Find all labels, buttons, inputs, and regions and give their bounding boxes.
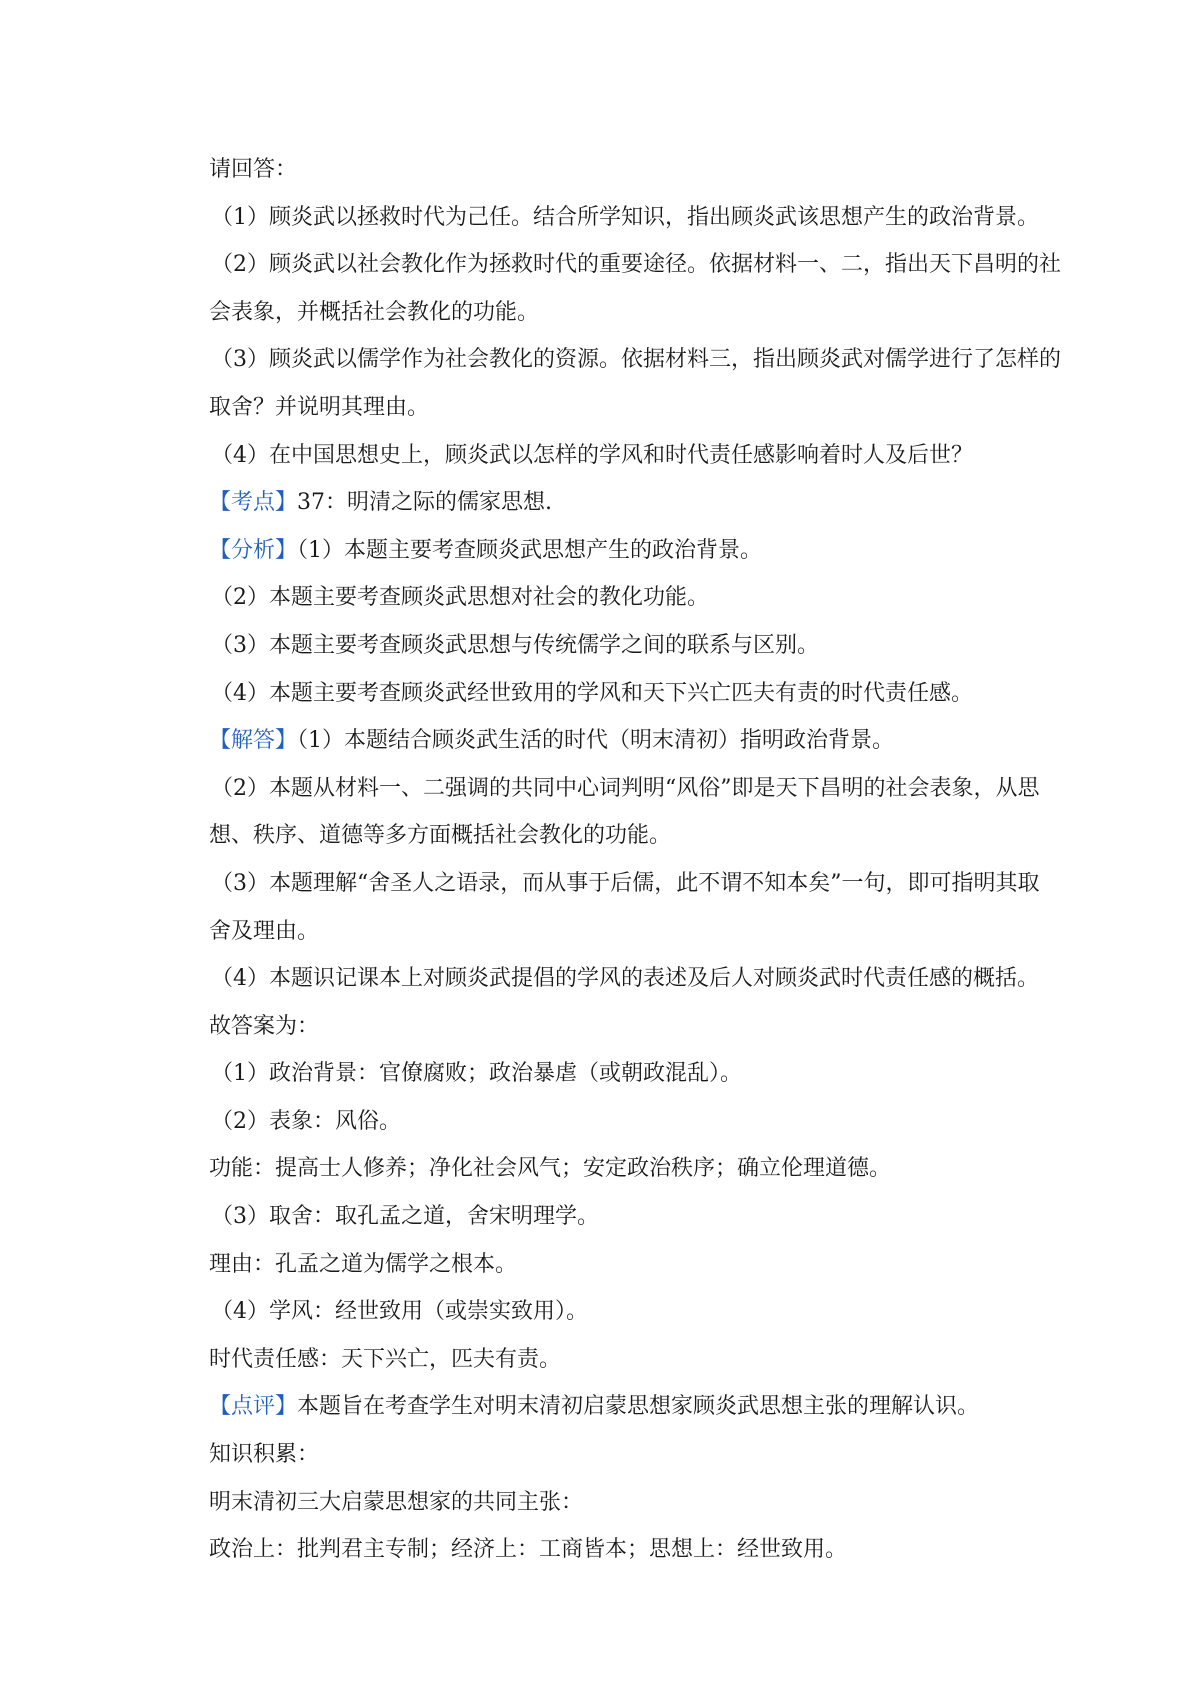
line-text: 会表象，并概括社会教化的功能。: [209, 299, 540, 325]
text-line: [209, 1530, 1029, 1578]
line-text: （2）表象：风俗。: [211, 1108, 401, 1134]
line-text: （4）在中国思想史上，顾炎武以怎样的学风和时代责任感影响着时人及后世？: [211, 442, 973, 468]
text-line: [209, 1245, 1029, 1293]
kaodian-tag: 【考点】: [209, 490, 298, 516]
text-line: [209, 769, 1040, 817]
line-text: 请回答：: [209, 157, 298, 182]
line-text: 理由：孔孟之道为儒学之根本。: [209, 1251, 518, 1277]
text-line: [209, 1197, 1029, 1245]
line-text: 舍及理由。: [209, 918, 320, 944]
line-text: 取舍？并说明其理由。: [209, 394, 430, 420]
dianping-line: [209, 1387, 1029, 1435]
fenxi-tag: 【分析】: [209, 537, 298, 563]
dianping-tag: 【点评】: [209, 1394, 298, 1420]
line-text: （1）本题主要考查顾炎武思想产生的政治背景。: [297, 537, 763, 563]
line-text: 故答案为：: [209, 1013, 320, 1039]
text-line: [209, 1483, 1029, 1531]
line-text: 功能：提高士人修养；净化社会风气；安定政治秩序；确立伦理道德。: [209, 1156, 892, 1182]
line-text: （3）取舍：取孔孟之道，舍宋明理学。: [211, 1204, 599, 1230]
text-line: [209, 1435, 1029, 1483]
line-text: （1）本题结合顾炎武生活的时代（明末清初）指明政治背景。: [297, 728, 895, 754]
text-line: [209, 816, 1029, 864]
line-text: 明末清初三大启蒙思想家的共同主张：: [209, 1489, 584, 1515]
text-line: [209, 388, 1029, 436]
line-text: （2）本题从材料一、二强调的共同中心词判明“风俗”即是天下昌明的社会表象，从思: [211, 775, 1040, 801]
line-text: （3）顾炎武以儒学作为社会教化的资源。依据材料三，指出顾炎武对儒学进行了怎样的: [211, 347, 1061, 373]
text-line: [209, 626, 1029, 674]
text-line: [209, 150, 1029, 198]
text-line: [209, 1007, 1029, 1055]
line-text: 37：明清之际的儒家思想.: [297, 490, 553, 516]
text-line: [209, 293, 1029, 341]
text-line: [209, 1292, 1029, 1340]
text-line: [209, 912, 1029, 960]
text-line: [209, 198, 1039, 246]
text-line: [209, 1054, 1029, 1102]
line-text: 知识积累：: [209, 1442, 320, 1468]
text-line: [209, 245, 1061, 293]
line-text: 政治上：批判君主专制；经济上：工商皆本；思想上：经世致用。: [209, 1537, 848, 1563]
line-text: （4）本题识记课本上对顾炎武提倡的学风的表述及后人对顾炎武时代责任感的概括。: [211, 966, 1039, 992]
line-text: （4）本题主要考查顾炎武经世致用的学风和天下兴亡匹夫有责的时代责任感。: [211, 680, 973, 706]
line-text: 想、秩序、道德等多方面概括社会教化的功能。: [209, 823, 672, 849]
text-line: [209, 674, 1029, 722]
line-text: （3）本题理解“舍圣人之语录，而从事于后儒，此不谓不知本矣”一句，即可指明其取: [211, 870, 1040, 896]
line-text: （1）顾炎武以拯救时代为己任。结合所学知识，指出顾炎武该思想产生的政治背景。: [211, 204, 1039, 230]
answer-explanation-text: [209, 150, 1061, 1578]
text-line: [209, 959, 1039, 1007]
line-text: 本题旨在考查学生对明末清初启蒙思想家顾炎武思想主张的理解认识。: [297, 1394, 980, 1420]
text-line: [209, 436, 1029, 484]
line-text: 时代责任感：天下兴亡，匹夫有责。: [209, 1346, 562, 1372]
text-line: [209, 1340, 1029, 1388]
fenxi-line: [209, 531, 1029, 579]
jieda-line: [209, 721, 1029, 769]
jieda-tag: 【解答】: [209, 728, 298, 754]
text-line: [209, 1149, 1029, 1197]
line-text: （3）本题主要考查顾炎武思想与传统儒学之间的联系与区别。: [211, 632, 819, 658]
text-line: [209, 864, 1040, 912]
line-text: （2）顾炎武以社会教化作为拯救时代的重要途径。依据材料一、二，指出天下昌明的社: [211, 252, 1061, 278]
line-text: （1）政治背景：官僚腐败；政治暴虐（或朝政混乱）。: [211, 1061, 742, 1087]
text-line: [209, 578, 1029, 626]
text-line: [209, 340, 1061, 388]
text-line: [209, 1102, 1029, 1150]
kaodian-line: [209, 483, 1029, 531]
line-text: （4）学风：经世致用（或崇实致用）。: [211, 1299, 588, 1325]
line-text: （2）本题主要考查顾炎武思想对社会的教化功能。: [211, 585, 709, 611]
